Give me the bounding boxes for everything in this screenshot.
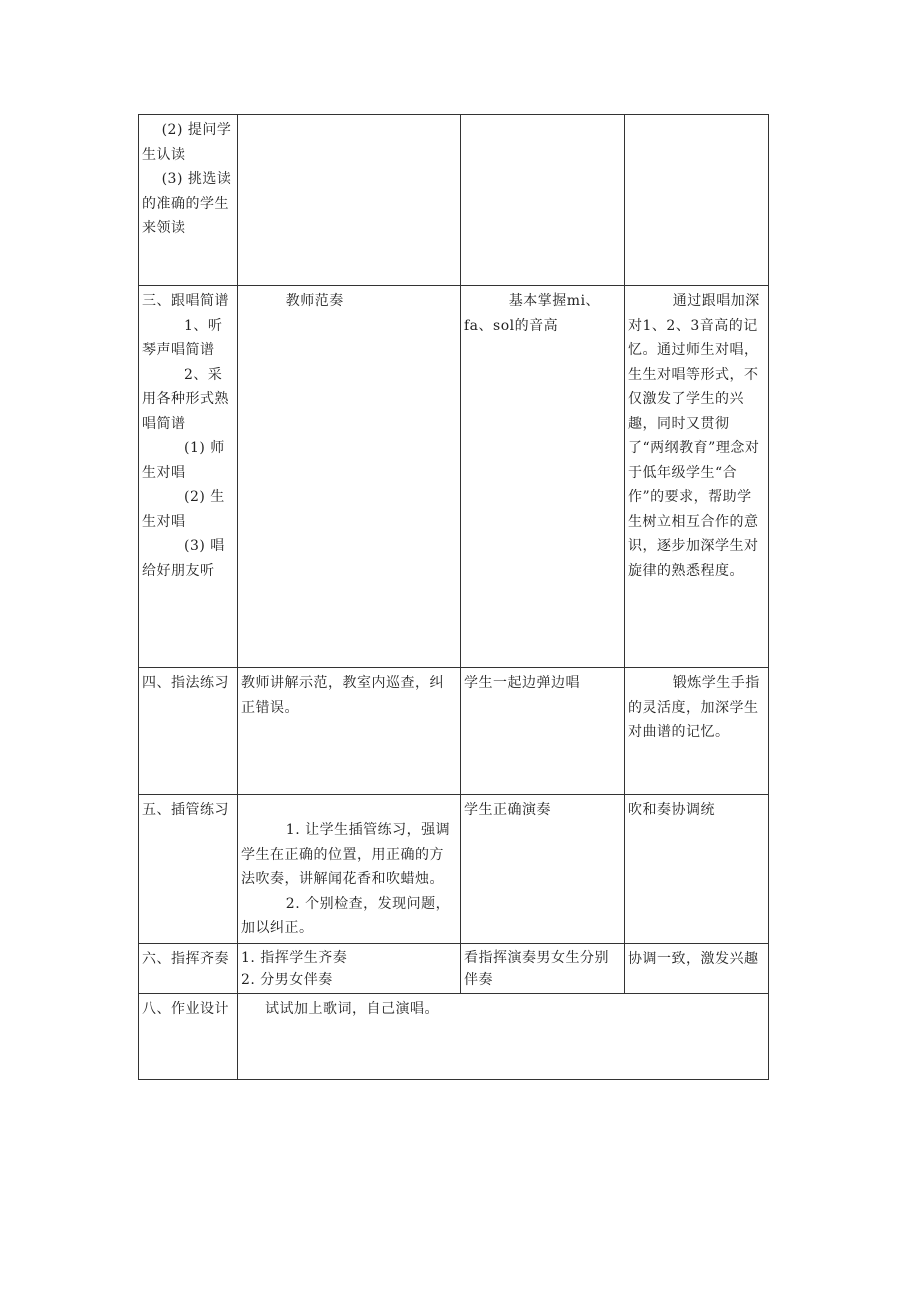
step-cell <box>139 943 238 993</box>
student-activity-cell <box>461 668 625 795</box>
step-heading: 五、插管练习 <box>142 802 229 818</box>
student-text: 看指挥演奏男女生分别伴奏 <box>464 949 609 988</box>
step-text: (3) 唱给好朋友听 <box>142 538 225 579</box>
step-text: 1、听琴声唱简谱 <box>142 317 223 358</box>
step-cell <box>139 286 238 668</box>
design-intent-cell <box>625 668 769 795</box>
teacher-text: 2. 个别检查，发现问题，加以纠正。 <box>241 895 451 936</box>
intent-text: 锻炼学生手指的灵活度，加深学生对曲谱的记忆。 <box>628 675 760 740</box>
table-row <box>139 993 769 1079</box>
step-cell <box>139 993 238 1079</box>
step-text: (2) 提问学生认读 <box>142 122 232 163</box>
student-activity-cell <box>461 943 625 993</box>
teacher-activity-cell <box>238 795 461 944</box>
teacher-activity-cell <box>238 286 461 668</box>
student-text: 基本掌握mi、fa、sol的音高 <box>464 293 601 334</box>
design-intent-cell <box>625 795 769 944</box>
step-heading: 四、指法练习 <box>142 675 229 691</box>
step-text: (1) 师生对唱 <box>142 440 225 481</box>
intent-text: 吹和奏协调统 <box>628 802 715 818</box>
student-activity-cell <box>461 795 625 944</box>
student-text: 学生正确演奏 <box>464 802 551 818</box>
step-heading: 三、跟唱简谱 <box>142 293 229 309</box>
teacher-text: 教师讲解示范，教室内巡查，纠正错误。 <box>241 675 444 716</box>
teacher-activity-cell <box>238 115 461 286</box>
student-activity-cell <box>461 286 625 668</box>
teacher-activity-cell <box>238 943 461 993</box>
student-text: 学生一起边弹边唱 <box>464 675 580 691</box>
teacher-text: 1. 让学生插管练习，强调学生在正确的位置，用正确的方法吹奏，讲解闻花香和吹蜡烛。 <box>241 822 451 887</box>
step-text: (3) 挑选读的准确的学生来领读 <box>142 171 232 236</box>
design-intent-cell <box>625 286 769 668</box>
step-heading: 六、指挥齐奏 <box>142 950 229 967</box>
table-row <box>139 115 769 286</box>
step-cell <box>139 668 238 795</box>
step-heading: 八、作业设计 <box>142 1000 229 1017</box>
teacher-text: 2. 分男女伴奏 <box>241 971 333 988</box>
teacher-activity-cell <box>238 668 461 795</box>
homework-text: 试试加上歌词，自己演唱。 <box>265 1000 439 1017</box>
step-text: 2、采用各种形式熟唱简谱 <box>142 366 229 432</box>
table-row <box>139 286 769 668</box>
table-row <box>139 943 769 993</box>
student-activity-cell <box>461 115 625 286</box>
teacher-text: 1. 指挥学生齐奏 <box>241 949 348 966</box>
teacher-text: 教师范奏 <box>285 293 344 309</box>
intent-text: 协调一致，激发兴趣 <box>628 950 759 967</box>
step-cell <box>139 795 238 944</box>
design-intent-cell <box>625 943 769 993</box>
step-cell <box>139 115 238 286</box>
intent-text: 通过跟唱加深对1、2、3音高的记忆。通过师生对唱，生生对唱等形式，不仅激发了学生的兴趣，同时又贯彻了“两纲教育”理念对于低年级学生“合作”的要求，帮助学生树立相互合作的意识，逐步加深学生对旋律的熟悉程度。 <box>628 293 760 579</box>
table-row <box>139 795 769 944</box>
step-text: (2) 生生对唱 <box>142 489 225 530</box>
design-intent-cell <box>625 115 769 286</box>
table-row <box>139 668 769 795</box>
homework-cell <box>238 993 769 1079</box>
lesson-plan-table <box>138 114 769 1080</box>
